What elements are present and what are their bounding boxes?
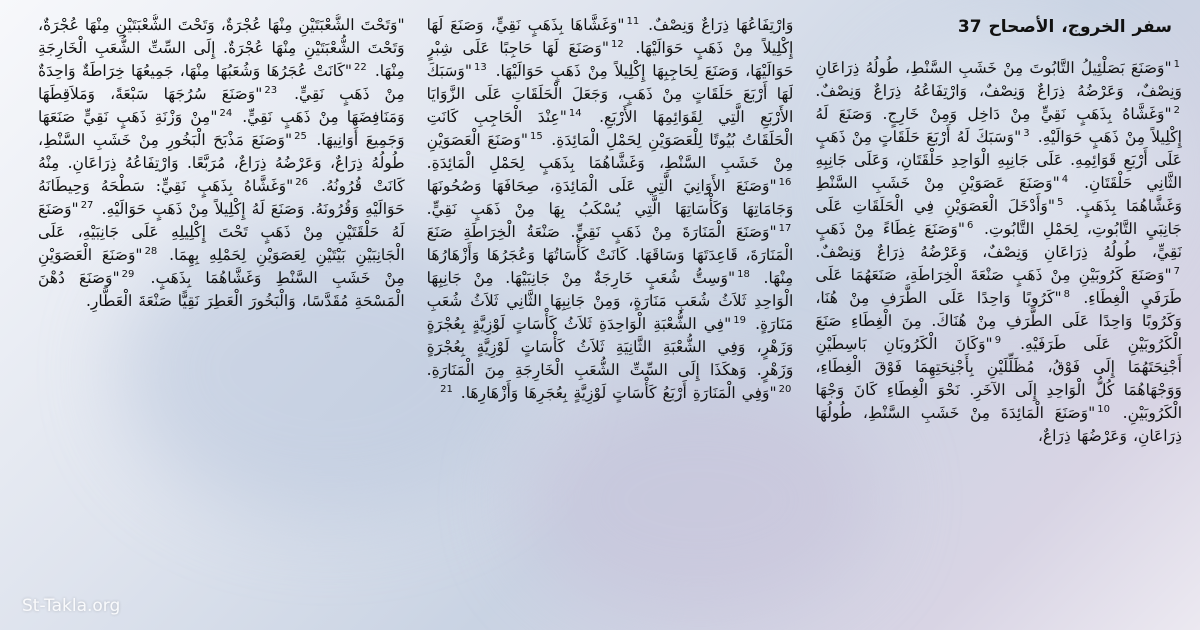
verse-number: 9 xyxy=(994,334,1002,346)
verse-text: "وَغَشَّاهَا بِذَهَبٍ نَقِيٍّ، وَصَنَعَ لَهَا إِكْلِيلاً مِنْ ذَهَبٍ حَوَالَيْهَا. xyxy=(426,16,794,57)
verse-text: "وَصَنَعَ لَهُ حَلْقَتَيْنِ مِنْ ذَهَبٍ تَحْتَ إِكْلِيلِهِ عَلَى جَانِبَيْهِ، عَلَى الْجَانِبَيْنِ بَيْتَيْنِ لِعَصَوَيْنِ لِحَمْلِهِ بِهِمَا. xyxy=(37,200,405,264)
verse-number: 27 xyxy=(80,199,94,211)
verse-text: "وَسَبَكَ لَهَا أَرْبَعَ حَلَقَاتٍ مِنْ ذَهَبٍ، وَجَعَلَ الْحَلَقَاتِ عَلَى الزَّوَايَا الأَرْبَعِ الَّتِي لِقَوَائِمِهَا الأَرْبَعِ. xyxy=(426,62,794,126)
verse-number: 14 xyxy=(568,107,582,119)
verse-text: "وَغَشَّاهُ بِذَهَبٍ نَقِيٍّ مِنْ دَاخِل وَمِنْ خَارِجٍ. وَصَنَعَ لَهُ إِكْلِيلاً مِنْ ذَهَبٍ حَوَالَيْهِ. xyxy=(815,105,1182,146)
verse-paragraph xyxy=(815,57,1182,448)
verse-number: 29 xyxy=(121,268,135,280)
verse-text: "وَصَنَعَ غِطَاءً مِنْ ذَهَبٍ نَقِيٍّ، طُولُهُ ذِرَاعَانِ وَنِصْفٌ، وَعَرْضُهُ ذِرَاعٌ وَنِصْفٌ. xyxy=(815,220,1182,261)
text-column xyxy=(38,14,405,616)
verse-number: 24 xyxy=(219,107,233,119)
verse-text: "وَصَنَعَ الْمَائِدَةَ مِنْ خَشَبِ السَّنْطِ، طُولُهَا ذِرَاعَانِ، وَعَرْضُهَا ذِرَاعٌ، xyxy=(815,404,1182,445)
verse-text: "مِنْ وَزْنَةِ ذَهَبٍ نَقِيٍّ صَنَعَهَا وَجَمِيعَ أَوَانِيهَا. xyxy=(37,108,405,149)
verse-text: "وَصَنَعَ الْمَنَارَةَ مِنْ ذَهَبٍ نَقِيٍّ. صَنْعَةُ الْخِرَاطَةِ صَنَعَ الْمَنَارَةَ، قَاعِدَتَهَا وَسَاقَهَا. كَانَتْ كَأْسَاتُهَا وَعُجَرُهَا وَأَزْهَارُهَا مِنْهَا. xyxy=(426,223,794,287)
verse-text: "وَصَنَعَ لَهَا حَاجِبًا عَلَى شِبْرٍ حَوَالَيْهَا، وَصَنَعَ لِحَاجِبِهَا إِكْلِيلاً مِنْ ذَهَبٍ حَوَالَيْهَا. xyxy=(426,39,794,80)
site-watermark: St-Takla.org xyxy=(22,596,121,616)
verse-number: 12 xyxy=(611,38,624,50)
verse-number: 16 xyxy=(778,176,792,188)
verse-number: 26 xyxy=(295,176,309,188)
verse-number: 3 xyxy=(1023,127,1030,139)
verse-number: 5 xyxy=(1057,196,1064,208)
verse-number: 19 xyxy=(733,314,746,326)
verse-text: "وَصَنَعَ بَصَلْئِيلُ التَّابُوتَ مِنْ خَشَبِ السَّنْطِ، طُولُهُ ذِرَاعَانِ وَنِصْفٌ، وَعَرْضُهُ ذِرَاعٌ وَنِصْفٌ، وَارْتِفَاعُهُ ذِرَاعٌ وَنِصْفٌ. xyxy=(815,59,1182,100)
verse-number: 18 xyxy=(737,268,750,280)
verse-paragraph xyxy=(38,14,405,313)
verse-text: "عِنْدَ الْحَاجِبِ كَانَتِ الْحَلَقَاتُ بُيُوتًا لِلْعَصَوَيْنِ لِحَمْلِ الْمَائِدَةِ. xyxy=(426,108,794,149)
text-column xyxy=(427,14,794,616)
verse-text: "وَصَنَعَ كَرُوبَيْنِ مِنْ ذَهَبٍ صَنْعَةَ الْخِرَاطَةِ، صَنَعَهُمَا عَلَى طَرَفَيِ الْغِطَاءِ. xyxy=(815,266,1182,307)
verse-number: 17 xyxy=(778,222,792,234)
text-column xyxy=(815,14,1182,616)
verse-number: 13 xyxy=(474,61,487,73)
verse-text: "وَفِي الْمَنَارَةِ أَرْبَعُ كَأْسَاتٍ لَوْزِيَّةٍ بِعُجَرِهَا وَأَزْهَارِهَا. xyxy=(460,384,777,402)
verse-number: 4 xyxy=(1061,173,1069,185)
verse-number: 6 xyxy=(967,219,974,231)
verse-text: "فِي الشُّعْبَةِ الْوَاحِدَةِ ثَلاَثُ كَأْسَاتٍ لَوْزِيَّةٍ بِعُجْرَةٍ وَزَهْرٍ، وَفِي الشُّعْبَةِ الثَّانِيَةِ ثَلاَثُ كَأْسَاتٍ لَوْزِيَّةٍ بِعُجْرَةٍ وَزَهْرٍ. وَهكَذَا إِلَى السِّتِّ الشُّعَبِ الْخَارِجَةِ مِنَ الْمَنَارَةِ. xyxy=(426,315,794,379)
verse-text: "كَرُوبًا وَاحِدًا عَلَى الطَّرَفِ مِنْ هُنَا، وَكَرُوبًا وَاحِدًا عَلَى الطَّرَفِ مِنْ هُنَاكَ. مِنَ الْغِطَاءِ صَنَعَ الْكَرُوبَيْنِ عَلَى طَرَفَيْهِ. xyxy=(815,289,1182,353)
verse-number: 8 xyxy=(1063,288,1070,300)
verse-text: وَارْتِفَاعُهَا ذِرَاعٌ وَنِصْفٌ. xyxy=(648,16,794,34)
verse-number: 1 xyxy=(1173,58,1180,70)
verse-text: "وَأَدْخَلَ الْعَصَوَيْنِ فِي الْحَلَقَاتِ عَلَى جَانِبَيِ التَّابُوتِ، لِحَمْلِ التَّابُوتِ. xyxy=(815,197,1182,238)
verse-text: "وَتَحْتَ الشُّعْبَتَيْنِ مِنْهَا عُجْرَةٌ، وَتَحْتَ الشُّعْبَتَيْنِ مِنْهَا عُجْرَةٌ، وَتَحْتَ الشُّعْبَتَيْنِ مِنْهَا عُجْرَةٌ. إِلَى السِّتِّ الشُّعَبِ الْخَارِجَةِ مِنْهَا. xyxy=(37,16,405,80)
verse-number: 15 xyxy=(529,130,543,142)
verse-paragraph xyxy=(427,14,794,405)
verse-text: "وَصَنَعَ سُرُجَهَا سَبْعَةً، وَمَلاَقِطَهَا وَمَنَافِضَهَا مِنْ ذَهَبٍ نَقِيٍّ. xyxy=(37,85,405,126)
verse-text: "وَصَنَعَ مَذْبَحَ الْبَخُورِ مِنْ خَشَبِ السَّنْطِ، طُولُهُ ذِرَاعٌ، وَعَرْضُهُ ذِرَاعٌ، مُرَبَّعًا. وَارْتِفَاعُهُ ذِرَاعَانِ. مِنْهُ كَانَتْ قُرُونُهُ. xyxy=(37,131,405,195)
verse-number: 11 xyxy=(626,15,640,27)
verse-text: "وَصَنَعَ الْعَصَوَيْنِ مِنْ خَشَبِ السَّنْطِ وَغَشَّاهُمَا بِذَهَبٍ. xyxy=(37,246,405,287)
verse-number: 23 xyxy=(264,84,278,96)
verse-number: 20 xyxy=(778,383,792,395)
verse-number: 7 xyxy=(1173,265,1180,277)
verse-number: 25 xyxy=(294,130,307,142)
verse-text: "وَصَنَعَ الأَوَانِيَ الَّتِي عَلَى الْمَائِدَةِ، صِحَافَهَا وَصُحُونَهَا وَجَامَاتِهَا وَكَأْسَاتِهَا الَّتِي يُسْكَبُ بِهَا مِنْ ذَهَبٍ نَقِيٍّ. xyxy=(426,177,794,218)
chapter-title: سفر الخروج، الأصحاح 37 xyxy=(957,17,1172,37)
verse-number: 28 xyxy=(144,245,158,257)
verse-number: 2 xyxy=(1173,104,1180,116)
verse-number: 21 xyxy=(440,383,453,395)
verse-text: "وَكَانَ الْكَرُوبَانِ بَاسِطَيْنِ أَجْنِحَتَهُمَا إِلَى فَوْقُ، مُظَلِّلَيْنِ بِأَجْنِحَتِهِمَا فَوْقَ الْغِطَاءِ، وَوَجْهَاهُمَا كُلُّ الْوَاحِدِ إِلَى الآخَرِ. نَحْوَ الْغِطَاءِ كَانَ وَجْهَا الْكَرُوبَيْنِ. xyxy=(815,335,1182,422)
verse-text: "كَانَتْ عُجَرُهَا وَشُعَبُهَا مِنْهَا، جَمِيعُهَا خِرَاطَةٌ وَاحِدَةٌ مِنْ ذَهَبٍ نَقِيٍّ. xyxy=(37,62,405,103)
verse-text: "وَغَشَّاهُ بِذَهَبٍ نَقِيٍّ: سَطْحَهُ وَحِيطَانَهُ حَوَالَيْهِ وَقُرُونَهُ. وَصَنَعَ لَهُ إِكْلِيلاً مِنْ ذَهَبٍ حَوَالَيْهِ. xyxy=(37,177,405,218)
verse-text: "وَصَنَعَ دُهْنَ الْمَسْحَةِ مُقَدَّسًا، وَالْبَخُورَ الْعَطِرَ نَقِيًّا صَنْعَةَ الْعَطَّارِ. xyxy=(37,269,405,310)
verse-text: "وَسَبَكَ لَهُ أَرْبَعَ حَلَقَاتٍ مِنْ ذَهَبٍ عَلَى أَرْبَعِ قَوَائِمِهِ. عَلَى جَانِبِهِ الْوَاحِدِ حَلْقَتَانِ، وَعَلَى جَانِبِهِ الثَّانِي حَلْقَتَانِ. xyxy=(815,128,1182,192)
verse-number: 10 xyxy=(1097,403,1111,415)
verse-text: "وَصَنَعَ عَصَوَيْنِ مِنْ خَشَبِ السَّنْطِ وَغَشَّاهُمَا بِذَهَبٍ. xyxy=(815,174,1182,215)
text-columns xyxy=(38,14,1182,616)
verse-number: 22 xyxy=(353,61,367,73)
verse-text: "وَصَنَعَ الْعَصَوَيْنِ مِنْ خَشَبِ السَّنْطِ، وَغَشَّاهُمَا بِذَهَبٍ لِحَمْلِ الْمَائِدَةِ. xyxy=(426,131,794,172)
verse-text: "وَسِتُّ شُعَبٍ خَارِجَةٌ مِنْ جَانِبَيْهَا. مِنْ جَانِبِهَا الْوَاحِدِ ثَلاَثُ شُعَبِ مَنَارَةٍ، وَمِنْ جَانِبِهَا الثَّانِي ثَلاَثُ شُعَبِ مَنَارَةٍ. xyxy=(426,269,794,333)
